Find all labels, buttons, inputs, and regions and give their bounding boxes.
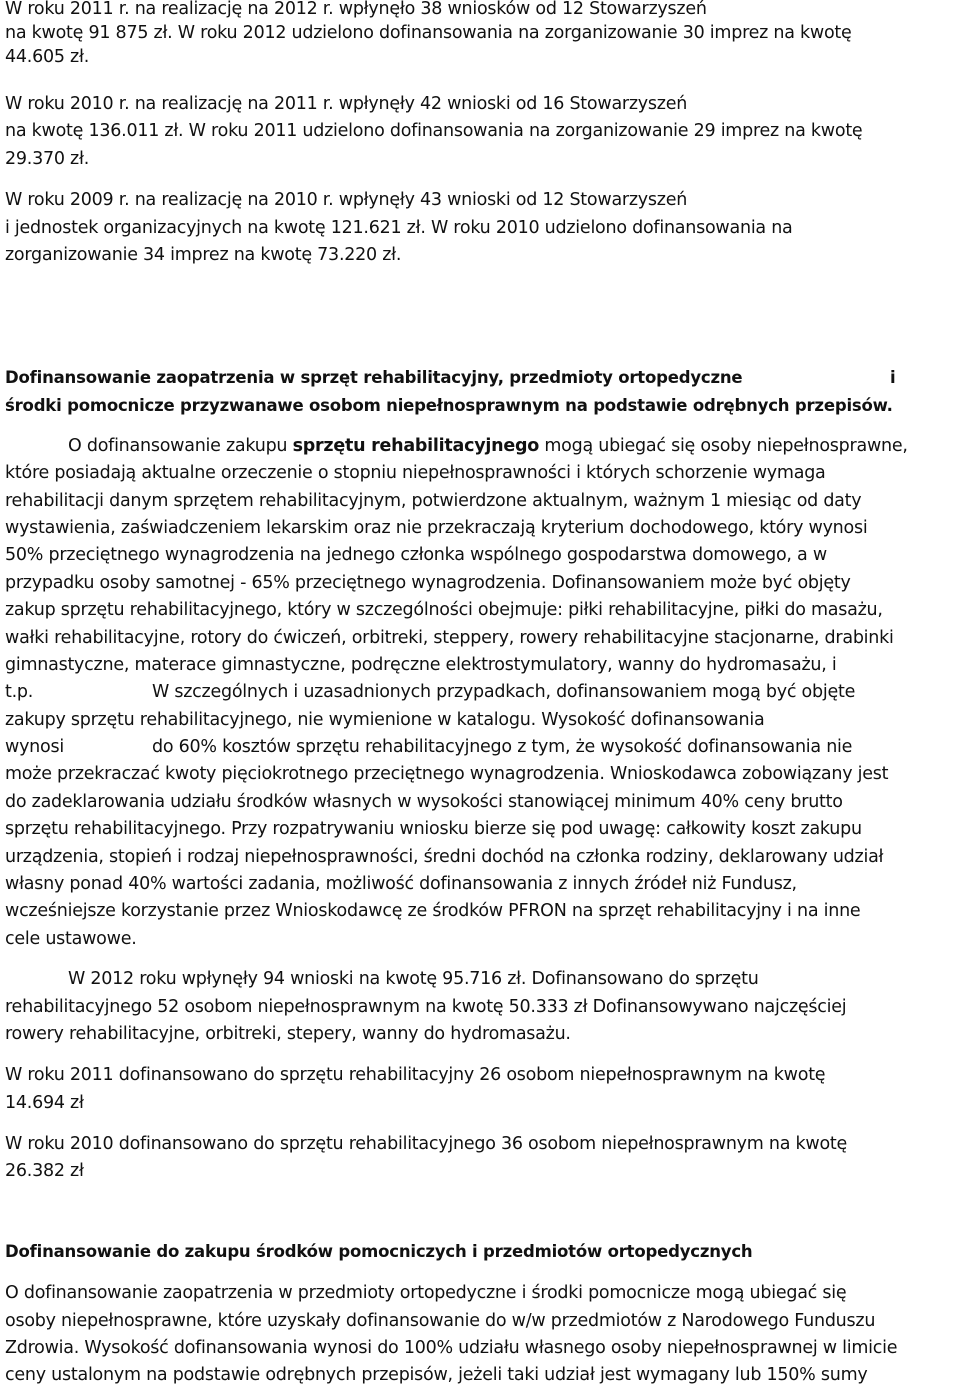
text-line: W roku 2011 dofinansowano do sprzętu rehabilitacyjny 26 osobom niepełnosprawnym na kwotę [5, 1065, 826, 1085]
text-line: cele ustawowe. [5, 929, 137, 949]
text-line: na kwotę 91 875 zł. W roku 2012 udzielono dofinansowania na zorganizowanie 30 imprez na kwotę [5, 23, 852, 43]
text-line: W roku 2009 r. na realizację na 2010 r. wpłynęły 43 wnioski od 12 Stowarzyszeń [5, 190, 688, 210]
text-line: W 2012 roku wpłynęły 94 wnioski na kwotę 95.716 zł. Dofinansowano do sprzętu [68, 969, 759, 989]
text-line: W roku 2010 dofinansowano do sprzętu rehabilitacyjnego 36 osobom niepełnosprawnym na kwotę [5, 1134, 848, 1154]
text-line: W roku 2010 r. na realizację na 2011 r. wpłynęły 42 wnioski od 16 Stowarzyszeń [5, 94, 688, 114]
section-heading: Dofinansowanie do zakupu środków pomocniczych i przedmiotów ortopedycznych [5, 1242, 753, 1261]
bold-phrase: sprzętu rehabilitacyjnego [292, 436, 540, 456]
text-line [68, 435, 908, 457]
text-line: W szczególnych i uzasadnionych przypadkach, dofinansowaniem mogą być objęte [152, 682, 856, 702]
text-line: t.p. [5, 682, 34, 702]
text-line: na kwotę 136.011 zł. W roku 2011 udzielono dofinansowania na zorganizowanie 29 imprez na kwotę [5, 121, 863, 141]
text-line: ceny ustalonym na podstawie odrębnych przepisów, jeżeli taki udział jest wymagany lub 150% sumy [5, 1365, 868, 1385]
text-line: wałki rehabilitacyjne, rotory do ćwiczeń, orbitreki, steppery, rowery rehabilitacyjne stacjonarne, drabinki [5, 628, 894, 648]
text-line: W roku 2011 r. na realizację na 2012 r. wpłynęło 38 wniosków od 12 Stowarzyszeń [5, 0, 707, 19]
text-span: mogą ubiegać się osoby niepełnosprawne, [539, 436, 908, 456]
text-line: 14.694 zł [5, 1093, 84, 1113]
text-line: do 60% kosztów sprzętu rehabilitacyjnego z tym, że wysokość dofinansowania nie [152, 737, 853, 757]
section-heading: Dofinansowanie zaopatrzenia w sprzęt rehabilitacyjny, przedmioty ortopedyczne [5, 368, 743, 387]
text-line: urządzenia, stopień i rodzaj niepełnosprawności, średni dochód na członka rodziny, deklarowany udział [5, 847, 884, 867]
text-line: własny ponad 40% wartości zadania, możliwość dofinansowania z innych źródeł niż Fundusz, [5, 874, 797, 894]
text-line: O dofinansowanie zaopatrzenia w przedmioty ortopedyczne i środki pomocnicze mogą ubiegać się [5, 1283, 847, 1303]
text-line: osoby niepełnosprawne, które uzyskały dofinansowanie do w/w przedmiotów z Narodowego Funduszu [5, 1311, 876, 1331]
text-span: O dofinansowanie zakupu [68, 436, 293, 456]
text-line: rehabilitacyjnego 52 osobom niepełnosprawnym na kwotę 50.333 zł Dofinansowywano najczęściej [5, 997, 847, 1017]
text-line: sprzętu rehabilitacyjnego. Przy rozpatrywaniu wniosku bierze się pod uwagę: całkowity koszt zakupu [5, 819, 862, 839]
text-line: które posiadają aktualne orzeczenie o stopniu niepełnosprawności i których schorzenie wymaga [5, 463, 826, 483]
text-line: wynosi [5, 737, 64, 757]
section-heading-tail: i [890, 368, 896, 387]
section-heading: środki pomocnicze przyzwanawe osobom niepełnosprawnym na podstawie odrębnych przepisów. [5, 396, 893, 415]
text-line: rowery rehabilitacyjne, orbitreki, stepery, wanny do hydromasażu. [5, 1024, 571, 1044]
text-line: wcześniejsze korzystanie przez Wnioskodawcę ze środków PFRON na sprzęt rehabilitacyjny i na inne [5, 901, 861, 921]
text-line: 44.605 zł. [5, 47, 90, 67]
text-line: 50% przeciętnego wynagrodzenia na jednego członka wspólnego gospodarstwa domowego, a w [5, 545, 827, 565]
text-line: gimnastyczne, materace gimnastyczne, podręczne elektrostymulatory, wanny do hydromasażu, i [5, 655, 837, 675]
text-line: zorganizowanie 34 imprez na kwotę 73.220 zł. [5, 245, 402, 265]
text-line: zakup sprzętu rehabilitacyjnego, który w szczególności obejmuje: piłki rehabilitacyjne, piłki do masażu, [5, 600, 883, 620]
text-line: rehabilitacji danym sprzętem rehabilitacyjnym, potwierdzone aktualnym, ważnym 1 miesiąc od daty [5, 491, 862, 511]
text-line: Zdrowia. Wysokość dofinansowania wynosi do 100% udziału własnego osoby niepełnosprawnej w limicie [5, 1338, 898, 1358]
text-line: przypadku osoby samotnej - 65% przeciętnego wynagrodzenia. Dofinansowaniem może być objęty [5, 573, 851, 593]
text-line: i jednostek organizacyjnych na kwotę 121.621 zł. W roku 2010 udzielono dofinansowania na [5, 218, 793, 238]
text-line: 26.382 zł [5, 1161, 84, 1181]
text-line: 29.370 zł. [5, 149, 90, 169]
text-line: wystawienia, zaświadczeniem lekarskim oraz nie przekraczają kryterium dochodowego, który wynosi [5, 518, 868, 538]
text-line: zakupy sprzętu rehabilitacyjnego, nie wymienione w katalogu. Wysokość dofinansowania [5, 710, 765, 730]
text-line: może przekraczać kwoty pięciokrotnego przeciętnego wynagrodzenia. Wnioskodawca zobowiązany jest [5, 764, 889, 784]
text-line: do zadeklarowania udziału środków własnych w wysokości stanowiącej minimum 40% ceny brutto [5, 792, 843, 812]
